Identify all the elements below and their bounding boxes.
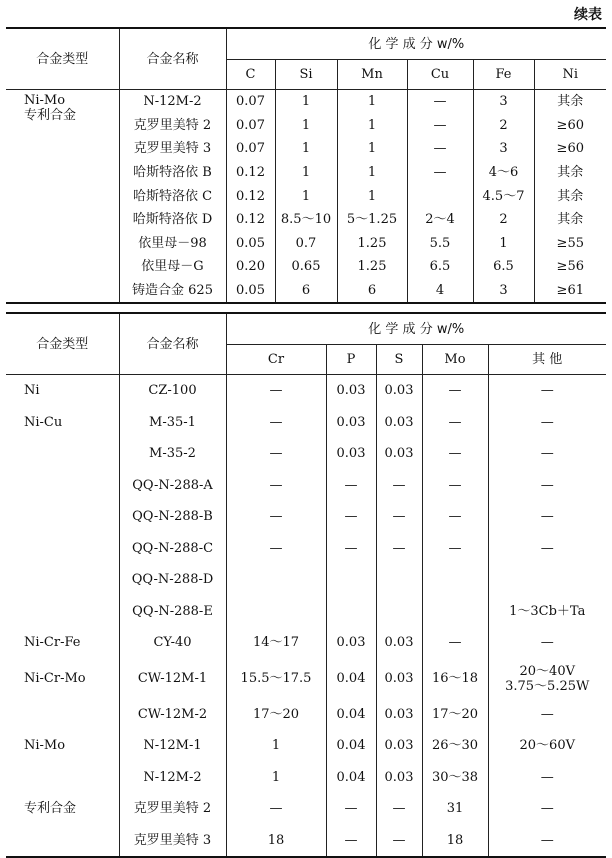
value-cell: — — [226, 501, 326, 533]
table-row — [6, 90, 606, 114]
other-cell: — — [488, 438, 606, 470]
value-cell: 3 — [473, 137, 534, 161]
value-cell: 1 — [275, 184, 337, 208]
composition-table-1 — [6, 27, 606, 304]
value-cell — [226, 564, 326, 596]
alloy-name-cell: QQ-N-288-C — [119, 533, 226, 565]
alloy-type-cell — [6, 596, 119, 628]
chem-composition-header: 化 学 成 分 w/% — [226, 28, 606, 60]
value-cell: 0.04 — [326, 699, 376, 731]
value-cell: 0.12 — [226, 208, 275, 232]
other-cell: — — [488, 825, 606, 858]
table2-body — [6, 375, 606, 858]
table1-header-row — [6, 28, 606, 60]
value-cell: — — [226, 438, 326, 470]
element-header: P — [326, 345, 376, 375]
table1-body — [6, 90, 606, 304]
value-cell: 1 — [337, 114, 407, 138]
value-cell: — — [422, 375, 488, 407]
other-cell: — — [488, 762, 606, 794]
alloy-name-cell: 哈斯特洛依 B — [119, 161, 226, 185]
value-cell: 0.12 — [226, 161, 275, 185]
alloy-name-cell: N-12M-2 — [119, 762, 226, 794]
value-cell: — — [376, 793, 422, 825]
element-header: Mo — [422, 345, 488, 375]
value-cell: 0.03 — [376, 762, 422, 794]
alloy-name-cell: CY-40 — [119, 627, 226, 659]
value-cell: ≥61 — [534, 279, 606, 304]
value-cell: — — [376, 825, 422, 858]
table-row — [6, 564, 606, 596]
alloy-type-cell — [6, 564, 119, 596]
alloy-type-cell — [6, 90, 119, 304]
value-cell: — — [422, 438, 488, 470]
other-value-line: 3.75～5.25W — [505, 678, 590, 694]
value-cell: — — [376, 533, 422, 565]
value-cell: 4 — [407, 279, 473, 304]
value-cell: 0.03 — [376, 627, 422, 659]
table-row — [6, 596, 606, 628]
value-cell: 0.03 — [376, 659, 422, 699]
value-cell: — — [326, 825, 376, 858]
value-cell: — — [422, 627, 488, 659]
value-cell: — — [326, 501, 376, 533]
alloy-name-cell: N-12M-1 — [119, 730, 226, 762]
alloy-name-cell: CW-12M-2 — [119, 699, 226, 731]
alloy-type-cell — [6, 762, 119, 794]
value-cell: — — [226, 533, 326, 565]
value-cell: 其余 — [534, 184, 606, 208]
value-cell: 1 — [337, 184, 407, 208]
table-row — [6, 470, 606, 502]
value-cell: — — [422, 501, 488, 533]
value-cell: — — [326, 533, 376, 565]
value-cell: — — [376, 501, 422, 533]
value-cell: 2 — [473, 208, 534, 232]
value-cell: 0.03 — [326, 438, 376, 470]
element-header: Ni — [534, 60, 606, 90]
value-cell: 2 — [473, 114, 534, 138]
value-cell: 17～20 — [226, 699, 326, 731]
value-cell — [376, 596, 422, 628]
value-cell: 0.03 — [376, 730, 422, 762]
value-cell: 0.04 — [326, 730, 376, 762]
element-header: Si — [275, 60, 337, 90]
alloy-name-cell: M-35-2 — [119, 438, 226, 470]
value-cell: 5.5 — [407, 232, 473, 256]
value-cell — [326, 564, 376, 596]
value-cell: — — [326, 793, 376, 825]
value-cell: 0.65 — [275, 255, 337, 279]
table-row — [6, 533, 606, 565]
value-cell: 0.03 — [376, 375, 422, 407]
alloy-name-cell: QQ-N-288-A — [119, 470, 226, 502]
alloy-type-cell — [6, 470, 119, 502]
alloy-type-cell: 专利合金 — [6, 793, 119, 825]
col-header-alloy-type: 合金类型 — [6, 313, 119, 375]
value-cell: 1 — [337, 161, 407, 185]
alloy-type-cell: Ni-Cr-Mo — [6, 659, 119, 699]
value-cell: 0.04 — [326, 659, 376, 699]
value-cell: — — [226, 375, 326, 407]
value-cell: 15.5～17.5 — [226, 659, 326, 699]
value-cell: — — [422, 407, 488, 439]
value-cell: 0.05 — [226, 232, 275, 256]
element-header: 其 他 — [488, 345, 606, 375]
value-cell: 0.03 — [376, 438, 422, 470]
composition-table-2 — [6, 312, 606, 858]
alloy-name-cell: 克罗里美特 3 — [119, 137, 226, 161]
value-cell: 6 — [275, 279, 337, 304]
table-row — [6, 375, 606, 407]
alloy-name-cell: 哈斯特洛依 C — [119, 184, 226, 208]
table-row — [6, 699, 606, 731]
value-cell: 1 — [226, 730, 326, 762]
value-cell: — — [422, 470, 488, 502]
value-cell: 0.03 — [376, 407, 422, 439]
value-cell: 2～4 — [407, 208, 473, 232]
alloy-type-cell: Ni-Cr-Fe — [6, 627, 119, 659]
element-header: Cu — [407, 60, 473, 90]
alloy-type-line: Ni-Mo — [24, 93, 66, 108]
value-cell — [422, 596, 488, 628]
value-cell: 1 — [337, 90, 407, 114]
value-cell: 16～18 — [422, 659, 488, 699]
table2-header-row — [6, 313, 606, 345]
value-cell: 6 — [337, 279, 407, 304]
alloy-type-cell: Ni-Cu — [6, 407, 119, 439]
value-cell: 17～20 — [422, 699, 488, 731]
element-header: Mn — [337, 60, 407, 90]
value-cell: 0.07 — [226, 137, 275, 161]
value-cell: 1 — [226, 762, 326, 794]
table-row — [6, 659, 606, 699]
value-cell — [422, 564, 488, 596]
alloy-name-cell: 依里母－98 — [119, 232, 226, 256]
other-cell: — — [488, 533, 606, 565]
value-cell — [407, 184, 473, 208]
value-cell: 8.5～10 — [275, 208, 337, 232]
value-cell: 1 — [337, 137, 407, 161]
value-cell: ≥56 — [534, 255, 606, 279]
alloy-name-cell: QQ-N-288-B — [119, 501, 226, 533]
alloy-type-cell — [6, 825, 119, 858]
other-cell — [488, 564, 606, 596]
value-cell: 0.07 — [226, 114, 275, 138]
value-cell: 其余 — [534, 161, 606, 185]
element-header: Cr — [226, 345, 326, 375]
alloy-name-cell: QQ-N-288-E — [119, 596, 226, 628]
value-cell: 0.12 — [226, 184, 275, 208]
col-header-alloy-name: 合金名称 — [119, 313, 226, 375]
element-header: Fe — [473, 60, 534, 90]
value-cell: 30～38 — [422, 762, 488, 794]
table-row — [6, 501, 606, 533]
table-row — [6, 762, 606, 794]
other-value-line: 20～40V — [519, 663, 575, 679]
value-cell: 1 — [275, 137, 337, 161]
alloy-name-cell: CW-12M-1 — [119, 659, 226, 699]
continued-label: 续表 — [574, 7, 602, 23]
value-cell: 0.03 — [326, 627, 376, 659]
alloy-name-cell: 哈斯特洛依 D — [119, 208, 226, 232]
value-cell — [376, 564, 422, 596]
table-row — [6, 407, 606, 439]
alloy-type-line: 专利合金 — [24, 108, 77, 123]
element-header: C — [226, 60, 275, 90]
value-cell: — — [226, 407, 326, 439]
other-cell — [488, 659, 606, 699]
value-cell: — — [226, 793, 326, 825]
value-cell: 其余 — [534, 208, 606, 232]
alloy-name-cell: 依里母－G — [119, 255, 226, 279]
value-cell: — — [326, 470, 376, 502]
alloy-type-cell — [6, 438, 119, 470]
value-cell: ≥60 — [534, 114, 606, 138]
table-row — [6, 793, 606, 825]
value-cell: — — [407, 137, 473, 161]
alloy-type-cell — [6, 501, 119, 533]
alloy-name-cell: M-35-1 — [119, 407, 226, 439]
value-cell: 0.04 — [326, 762, 376, 794]
other-cell: — — [488, 793, 606, 825]
value-cell: ≥60 — [534, 137, 606, 161]
value-cell: 1 — [275, 161, 337, 185]
table-row — [6, 627, 606, 659]
value-cell: — — [407, 90, 473, 114]
value-cell: — — [226, 470, 326, 502]
alloy-type-cell: Ni — [6, 375, 119, 407]
other-cell: — — [488, 627, 606, 659]
alloy-name-cell: 克罗里美特 2 — [119, 793, 226, 825]
value-cell: 6.5 — [473, 255, 534, 279]
other-cell: 1～3Cb＋Ta — [488, 596, 606, 628]
value-cell: 14～17 — [226, 627, 326, 659]
other-cell: — — [488, 375, 606, 407]
other-cell: 20～60V — [488, 730, 606, 762]
col-header-alloy-name: 合金名称 — [119, 28, 226, 90]
value-cell: 18 — [422, 825, 488, 858]
value-cell: 0.20 — [226, 255, 275, 279]
col-header-alloy-type: 合金类型 — [6, 28, 119, 90]
alloy-name-cell: N-12M-2 — [119, 90, 226, 114]
value-cell: 0.7 — [275, 232, 337, 256]
alloy-type-cell — [6, 699, 119, 731]
alloy-name-cell: 铸造合金 625 — [119, 279, 226, 304]
value-cell: — — [407, 114, 473, 138]
value-cell: 1.25 — [337, 232, 407, 256]
value-cell: — — [376, 470, 422, 502]
other-cell: — — [488, 407, 606, 439]
value-cell: 31 — [422, 793, 488, 825]
value-cell: 3 — [473, 90, 534, 114]
element-header: S — [376, 345, 422, 375]
chem-composition-header: 化 学 成 分 w/% — [226, 313, 606, 345]
other-cell: — — [488, 470, 606, 502]
other-cell: — — [488, 501, 606, 533]
value-cell: 1 — [275, 114, 337, 138]
value-cell: 1.25 — [337, 255, 407, 279]
value-cell: 4～6 — [473, 161, 534, 185]
alloy-type-cell: Ni-Mo — [6, 730, 119, 762]
value-cell: 0.03 — [326, 407, 376, 439]
value-cell — [326, 596, 376, 628]
value-cell: 18 — [226, 825, 326, 858]
value-cell: 5～1.25 — [337, 208, 407, 232]
value-cell: 0.05 — [226, 279, 275, 304]
value-cell: 0.07 — [226, 90, 275, 114]
value-cell: 3 — [473, 279, 534, 304]
value-cell: — — [407, 161, 473, 185]
table-row — [6, 438, 606, 470]
alloy-name-cell: CZ-100 — [119, 375, 226, 407]
value-cell — [226, 596, 326, 628]
value-cell: 0.03 — [376, 699, 422, 731]
value-cell: 6.5 — [407, 255, 473, 279]
table-row — [6, 825, 606, 858]
alloy-name-cell: 克罗里美特 2 — [119, 114, 226, 138]
value-cell: ≥55 — [534, 232, 606, 256]
value-cell: 其余 — [534, 90, 606, 114]
value-cell: — — [422, 533, 488, 565]
alloy-name-cell: QQ-N-288-D — [119, 564, 226, 596]
value-cell: 1 — [473, 232, 534, 256]
value-cell: 4.5～7 — [473, 184, 534, 208]
value-cell: 0.03 — [326, 375, 376, 407]
table-row — [6, 730, 606, 762]
other-cell: — — [488, 699, 606, 731]
alloy-name-cell: 克罗里美特 3 — [119, 825, 226, 858]
value-cell: 26～30 — [422, 730, 488, 762]
alloy-type-cell — [6, 533, 119, 565]
value-cell: 1 — [275, 90, 337, 114]
